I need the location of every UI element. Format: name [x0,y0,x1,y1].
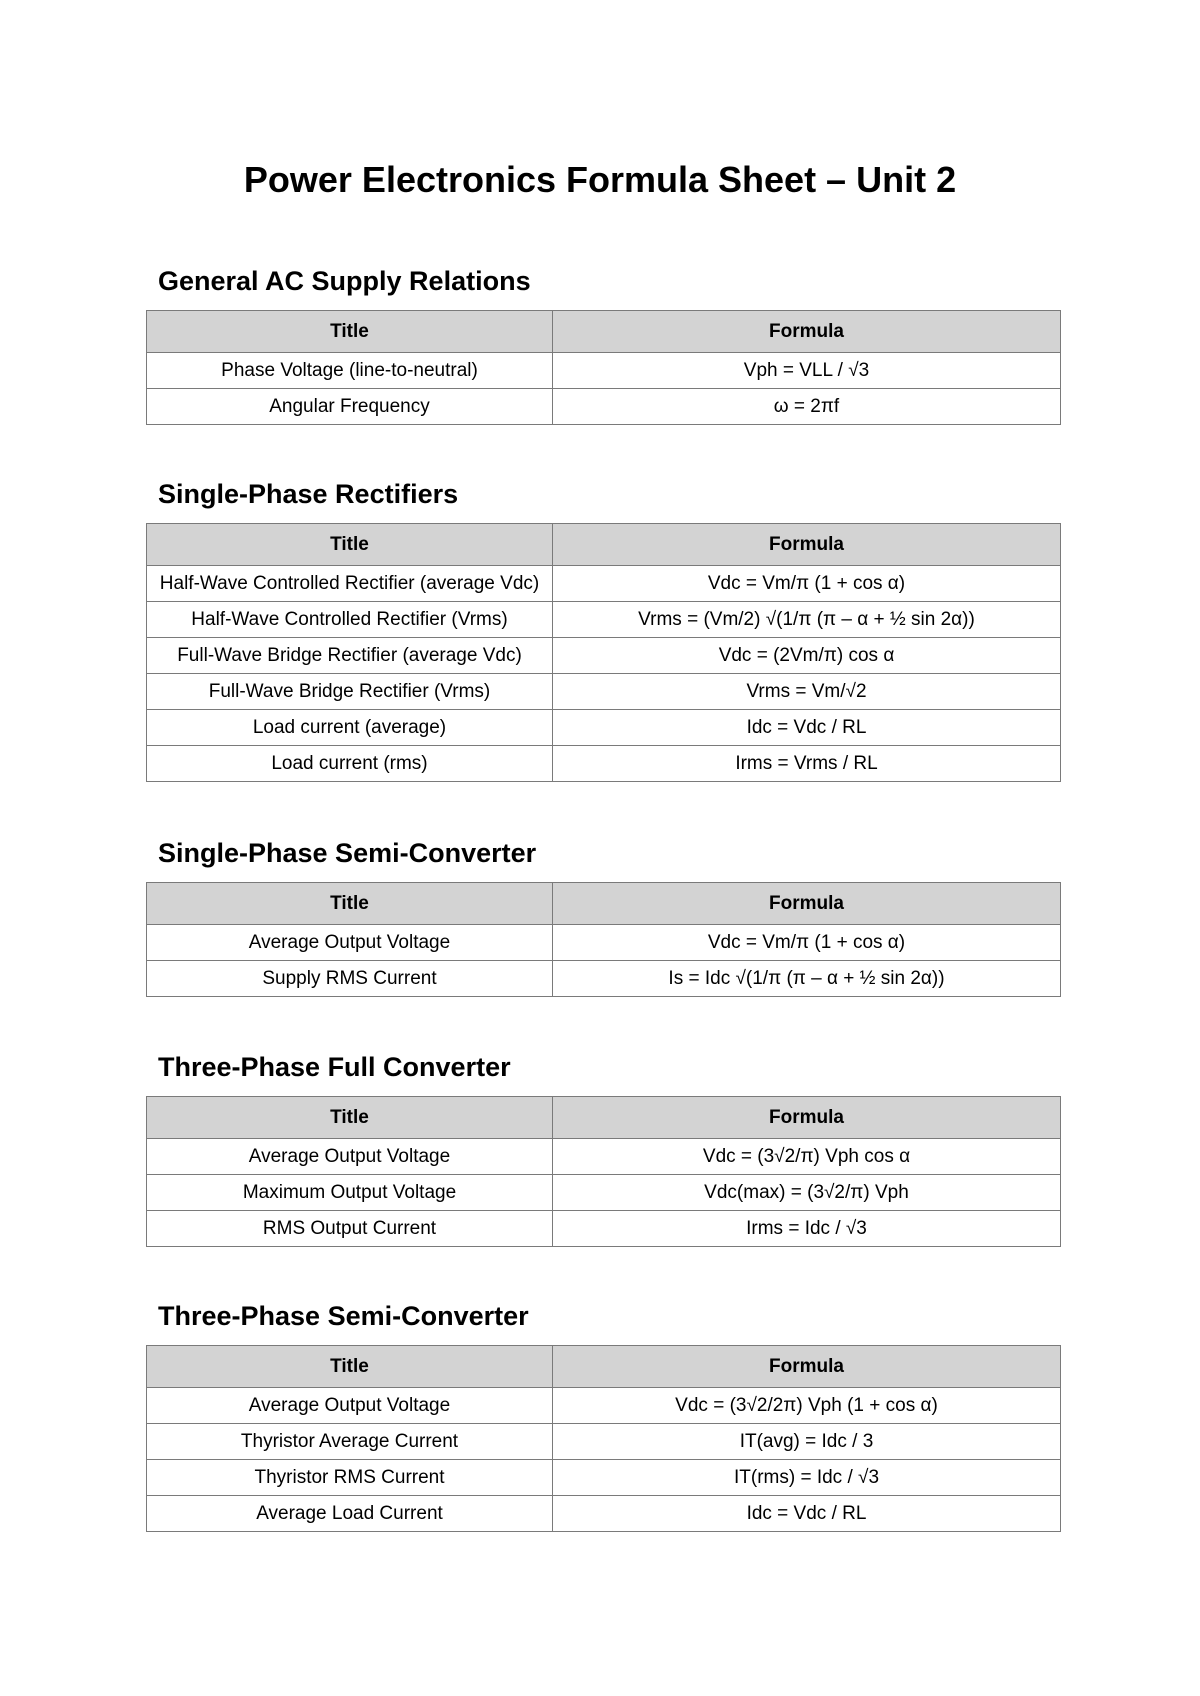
row-title: Average Output Voltage [147,1139,553,1175]
table-header-row [147,883,1061,925]
table-row [147,925,1061,961]
row-title: Maximum Output Voltage [147,1175,553,1211]
table-row [147,353,1061,389]
section-heading: Three-Phase Semi-Converter [158,1301,529,1331]
section-heading: General AC Supply Relations [158,266,531,296]
section-single-phase-rectifiers [146,477,1060,782]
row-title: Supply RMS Current [147,961,553,997]
column-header-title: Title [147,1097,553,1139]
table-row [147,566,1061,602]
section-three-phase-semi-converter [146,1299,1060,1532]
section-heading: Three-Phase Full Converter [158,1052,511,1082]
table-row [147,1388,1061,1424]
row-title: Average Load Current [147,1496,553,1532]
row-formula: Idc = Vdc / RL [553,710,1061,746]
row-title: Thyristor RMS Current [147,1460,553,1496]
formula-table [146,523,1061,782]
row-formula: Is = Idc √(1/π (π – α + ½ sin 2α)) [553,961,1061,997]
formula-table [146,310,1061,425]
section-heading: Single-Phase Rectifiers [158,479,459,509]
column-header-title: Title [147,524,553,566]
table-row [147,1460,1061,1496]
row-title: RMS Output Current [147,1211,553,1247]
section-heading: Single-Phase Semi-Converter [158,838,537,868]
page-title: Power Electronics Formula Sheet – Unit 2 [243,159,957,200]
row-title: Average Output Voltage [147,925,553,961]
row-title: Angular Frequency [147,389,553,425]
row-formula: IT(rms) = Idc / √3 [553,1460,1061,1496]
section-three-phase-full-converter [146,1050,1060,1247]
row-formula: Vph = VLL / √3 [553,353,1061,389]
row-formula: Vdc = (2Vm/π) cos α [553,638,1061,674]
column-header-title: Title [147,883,553,925]
table-header-row [147,311,1061,353]
table-header-row [147,1346,1061,1388]
table-row [147,710,1061,746]
formula-table [146,1096,1061,1247]
row-formula: IT(avg) = Idc / 3 [553,1424,1061,1460]
table-row [147,1211,1061,1247]
table-row [147,638,1061,674]
row-title: Load current (average) [147,710,553,746]
section-single-phase-semi-converter [146,836,1060,997]
row-formula: Vdc = Vm/π (1 + cos α) [553,566,1061,602]
column-header-formula: Formula [553,1097,1061,1139]
section-general-ac-supply [146,264,1060,425]
formula-table [146,1345,1061,1532]
column-header-title: Title [147,311,553,353]
row-title: Full-Wave Bridge Rectifier (average Vdc) [147,638,553,674]
table-row [147,674,1061,710]
table-row [147,1139,1061,1175]
row-formula: Irms = Vrms / RL [553,746,1061,782]
row-title: Phase Voltage (line-to-neutral) [147,353,553,389]
row-formula: Vdc = (3√2/π) Vph cos α [553,1139,1061,1175]
column-header-formula: Formula [553,883,1061,925]
table-header-row [147,524,1061,566]
row-title: Half-Wave Controlled Rectifier (average Vdc) [147,566,553,602]
column-header-formula: Formula [553,524,1061,566]
row-title: Average Output Voltage [147,1388,553,1424]
row-formula: Irms = Idc / √3 [553,1211,1061,1247]
row-formula: Vdc = Vm/π (1 + cos α) [553,925,1061,961]
table-row [147,1424,1061,1460]
row-formula: Vdc = (3√2/2π) Vph (1 + cos α) [553,1388,1061,1424]
column-header-formula: Formula [553,311,1061,353]
column-header-title: Title [147,1346,553,1388]
row-title: Half-Wave Controlled Rectifier (Vrms) [147,602,553,638]
table-row [147,389,1061,425]
row-formula: Vdc(max) = (3√2/π) Vph [553,1175,1061,1211]
table-row [147,746,1061,782]
table-row [147,1496,1061,1532]
table-row [147,602,1061,638]
row-formula: ω = 2πf [553,389,1061,425]
table-row [147,961,1061,997]
row-title: Thyristor Average Current [147,1424,553,1460]
table-header-row [147,1097,1061,1139]
row-formula: Vrms = Vm/√2 [553,674,1061,710]
row-title: Load current (rms) [147,746,553,782]
table-row [147,1175,1061,1211]
column-header-formula: Formula [553,1346,1061,1388]
row-formula: Idc = Vdc / RL [553,1496,1061,1532]
row-formula: Vrms = (Vm/2) √(1/π (π – α + ½ sin 2α)) [553,602,1061,638]
row-title: Full-Wave Bridge Rectifier (Vrms) [147,674,553,710]
formula-table [146,882,1061,997]
